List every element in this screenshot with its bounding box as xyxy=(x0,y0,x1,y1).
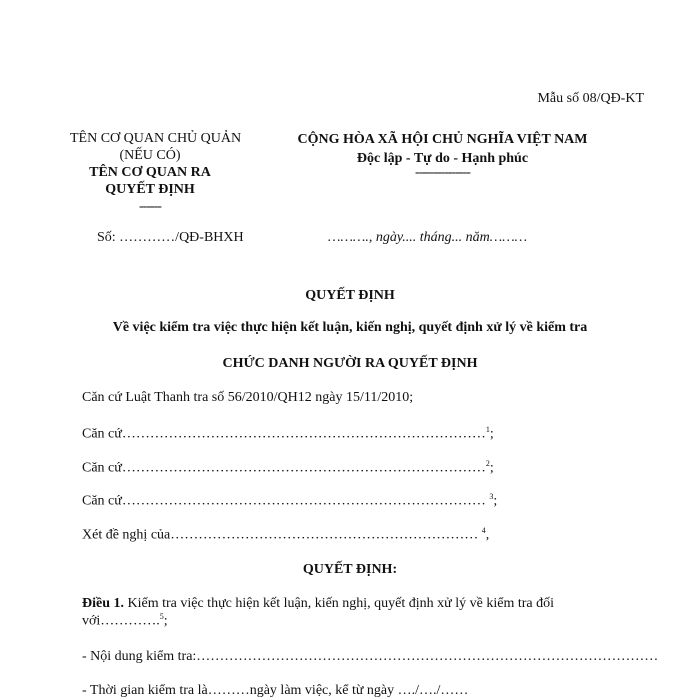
national-header xyxy=(285,130,600,178)
legal-basis-2-end: ; xyxy=(489,460,494,476)
footnote-ref-3: 3 xyxy=(489,492,494,501)
proposal-end: , xyxy=(485,527,490,543)
document-title: QUYẾT ĐỊNH xyxy=(305,288,395,303)
legal-basis-3-text: Căn cứ…………………………………………………………………… xyxy=(82,493,490,509)
proposal-text: Xét đề nghị của………………………………………………………… xyxy=(82,527,482,543)
national-motto: Độc lập - Tự do - Hạnh phúc xyxy=(356,151,529,166)
legal-basis-1-end: ; xyxy=(489,426,494,442)
issuing-agency-name: TÊN CƠ QUAN RA QUYẾT ĐỊNH xyxy=(89,165,211,197)
article-1 xyxy=(82,596,554,612)
legal-basis-3 xyxy=(82,492,497,510)
country-name: CỘNG HÒA XÃ HỘI CHỦ NGHĨA VIỆT NAM xyxy=(297,132,588,147)
legal-basis-1 xyxy=(82,425,494,443)
article-1-label: Điều 1. xyxy=(82,596,124,611)
document-subject: Về việc kiểm tra việc thực hiện kết luận, kiến nghị, quyết định xử lý về kiểm tra xyxy=(112,320,588,335)
right-divider: --------------- xyxy=(415,165,470,180)
document-number: Số: …………/QĐ-BHXH xyxy=(97,230,244,245)
article-1-text: Kiểm tra việc thực hiện kết luận, kiến nghị, quyết định xử lý về kiểm tra đối xyxy=(124,596,555,611)
footnote-ref-2: 2 xyxy=(485,459,490,468)
proposal-line xyxy=(82,526,489,544)
inspection-content-line: - Nội dung kiểm tra:……………………………………………………………………………………… xyxy=(82,649,659,664)
footnote-ref-5: 5 xyxy=(159,612,164,621)
legal-basis-3-end: ; xyxy=(493,493,498,509)
footnote-ref-4: 4 xyxy=(481,526,486,535)
footnote-ref-1: 1 xyxy=(485,425,490,434)
parent-agency-line: TÊN CƠ QUAN CHỦ QUẢN xyxy=(70,131,242,146)
legal-basis-2-text: Căn cứ…………………………………………………………………… xyxy=(82,460,486,476)
parent-agency-note: (NẾU CÓ) xyxy=(119,148,181,163)
decision-heading: QUYẾT ĐỊNH: xyxy=(302,562,398,577)
signer-position: CHỨC DANH NGƯỜI RA QUYẾT ĐỊNH xyxy=(222,356,478,371)
left-divider: ------ xyxy=(139,199,161,214)
legal-basis-2 xyxy=(82,459,494,477)
inspection-time-line: - Thời gian kiểm tra là………ngày làm việc, kể từ ngày …./…./…… xyxy=(82,683,469,698)
form-number: Mẫu số 08/QĐ-KT xyxy=(537,91,644,106)
legal-basis-1-text: Căn cứ…………………………………………………………………… xyxy=(82,426,486,442)
article-1-cont-end: ; xyxy=(163,613,168,629)
article-1-cont-text: với…………. xyxy=(82,613,160,629)
document-date: ………., ngày.... tháng... năm……… xyxy=(328,230,528,245)
issuing-agency-header xyxy=(70,130,242,215)
article-1-continuation xyxy=(82,612,168,630)
legal-basis-law: Căn cứ Luật Thanh tra số 56/2010/QH12 ngày 15/11/2010; xyxy=(82,390,414,405)
